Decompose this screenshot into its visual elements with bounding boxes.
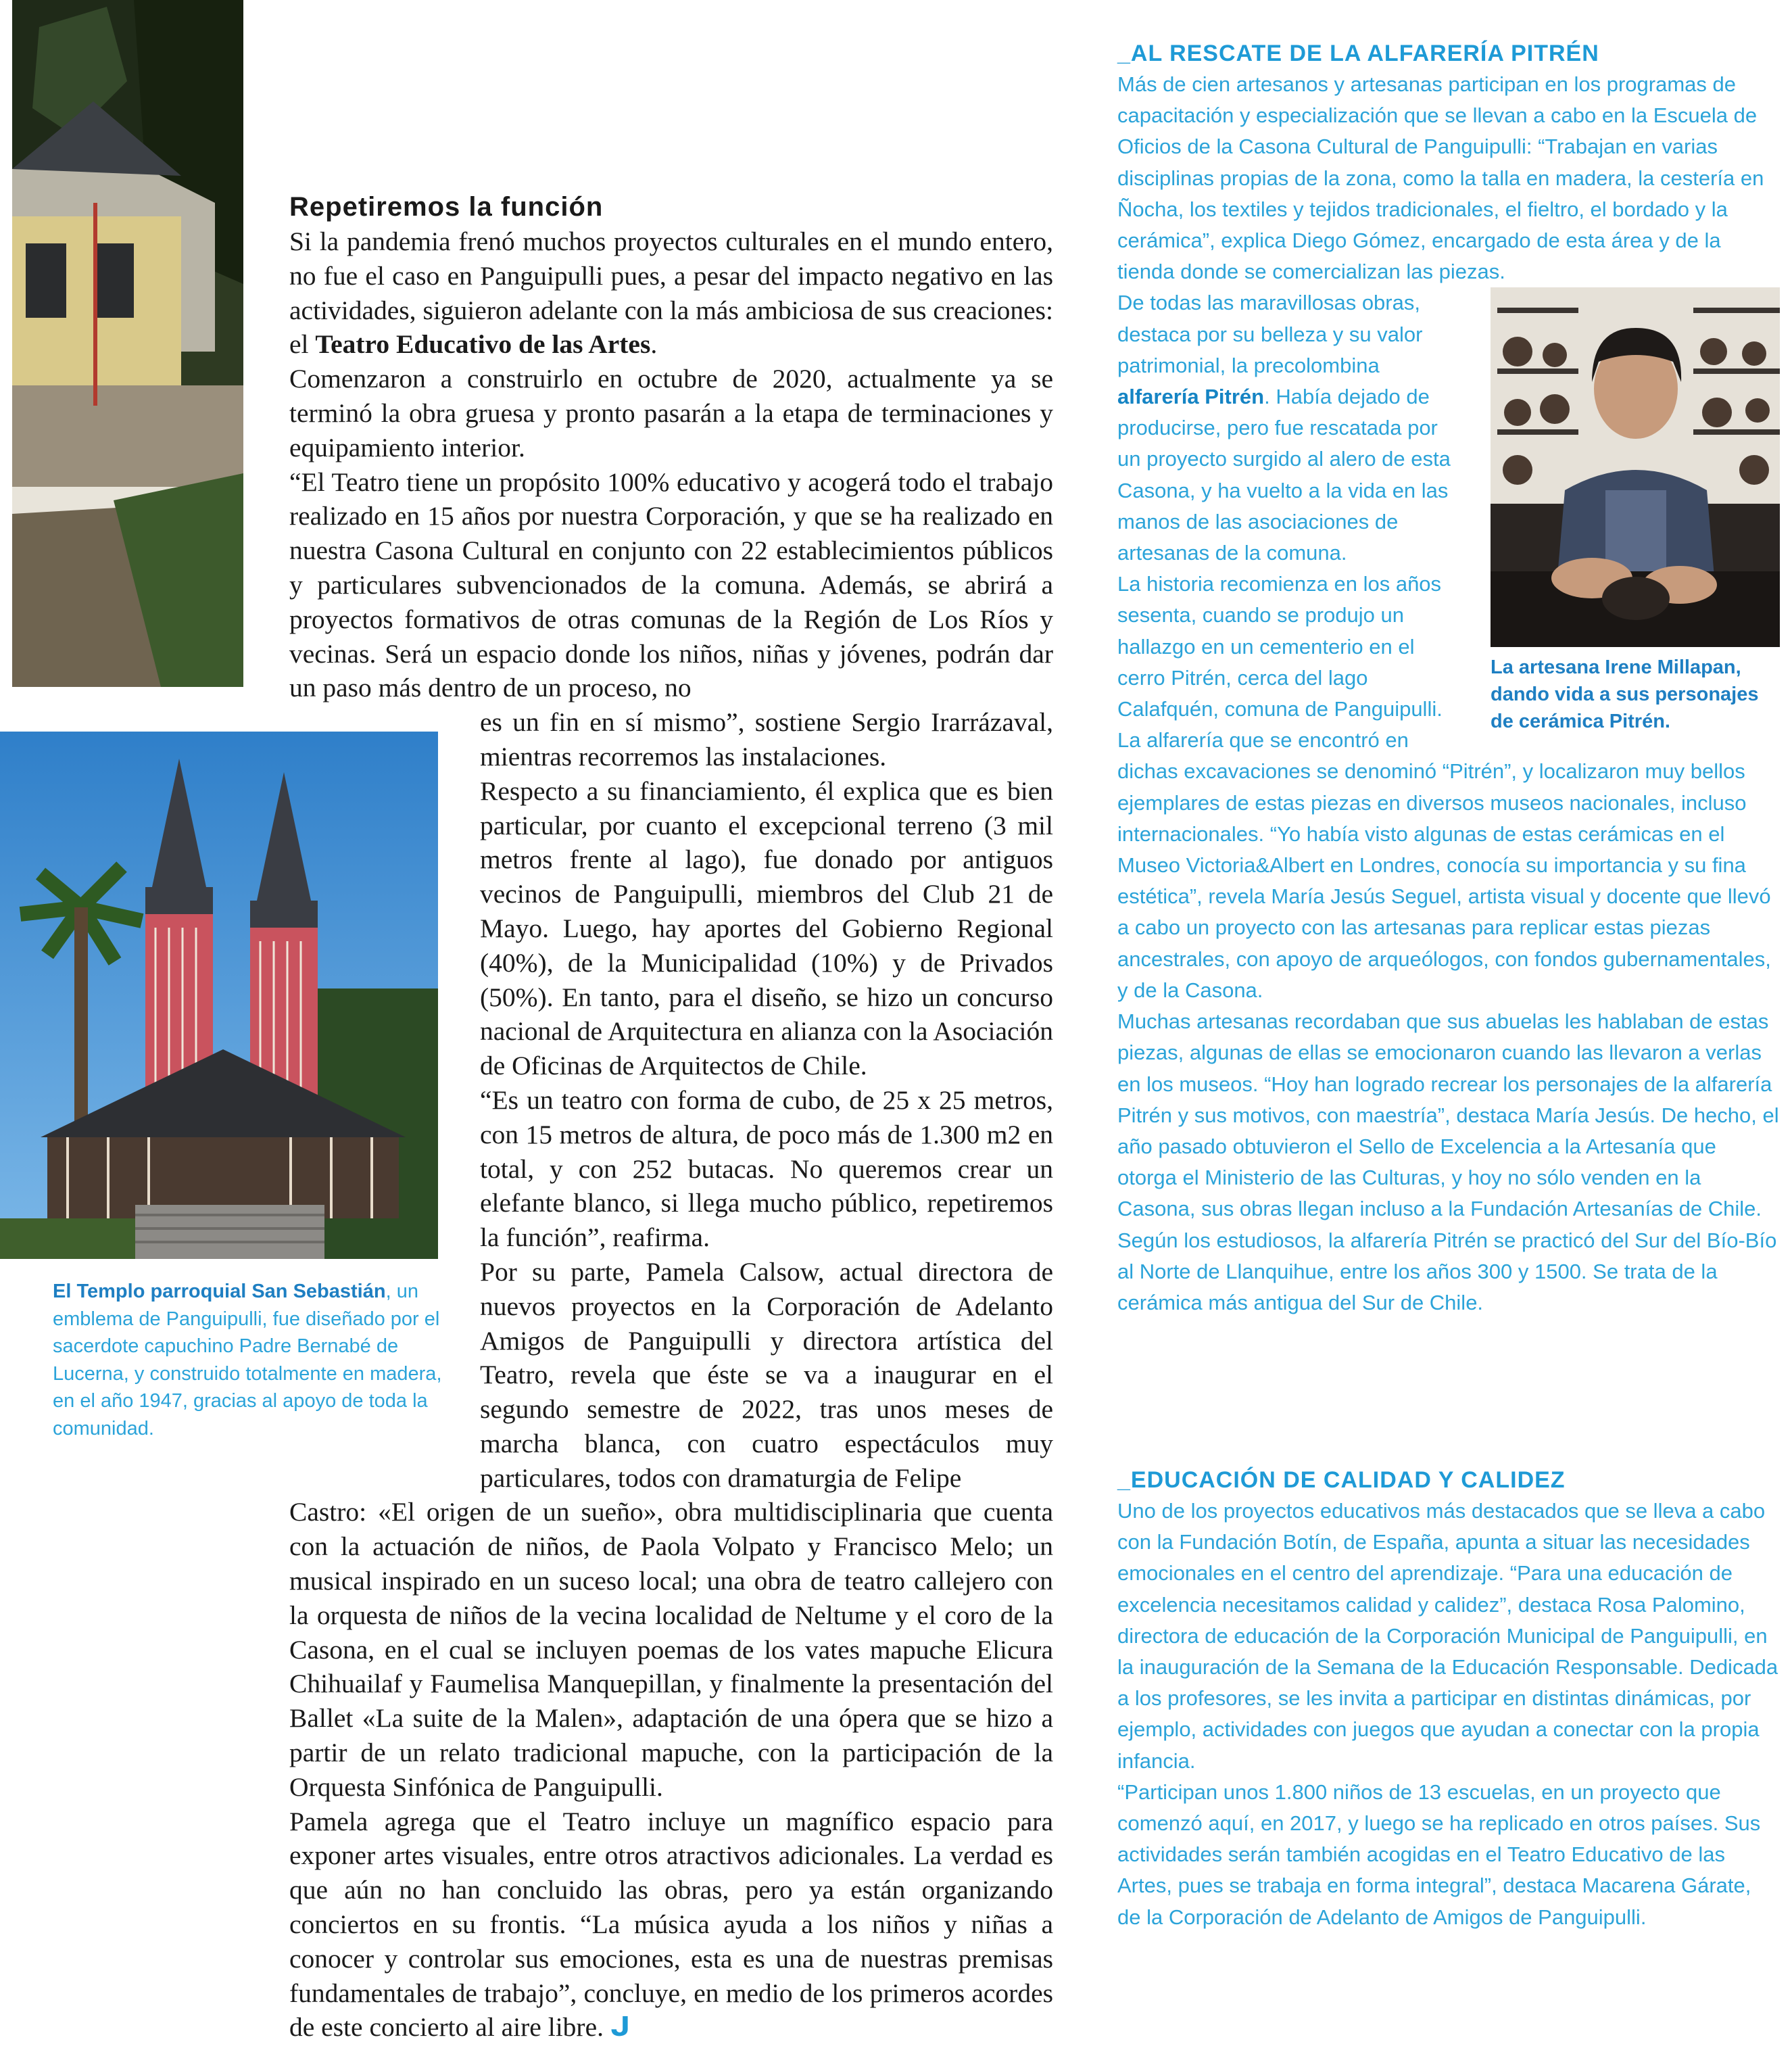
alfareria-p2-bold: alfarería Pitrén — [1117, 385, 1265, 409]
artisan-photo — [1491, 287, 1780, 647]
alfareria-paragraph-3: La historia recomienza en los años sesenta, cuando se produjo un hallazgo en un cementerio en el cerro Pitrén, cerca del lago Calafquén, comuna de Panguipulli. La alfarería que se encontró en dichas excavaciones se denominó “Pitrén”, y localizaron muy bellos ejemplares de estas piezas en diversos museos nacionales, incluso internacionales. “Yo había visto algunas de estas cerámicas en el Museo Victoria&Albert en Londres, conocía su importancia y su fina estética”, revela María Jesús Seguel, artista visual y docente que llevó a cabo un proyecto con las artesanas para replicar estas piezas ancestrales, con apoyo de arqueólogos, con fondos gubernamentales, y de la Casona. — [1117, 572, 1771, 1002]
article-title: Repetiremos la función — [289, 192, 604, 222]
house-photo — [12, 0, 243, 687]
p1-text: Si la pandemia frenó muchos proyectos culturales en el mundo entero, no fue el caso en Panguipulli pues, a pesar del impacto negativo en las actividades, siguieron adelante con la más ambiciosa de sus creaciones: el — [289, 227, 1053, 360]
paragraph-7 — [289, 1805, 1053, 2045]
paragraph-5: “Es un teatro con forma de cubo, de 25 x 25 metros, con 15 metros de altura, de poco más de 1.300 m2 en total, y con 252 butacas. No queremos crear un elefante blanco, si llega mucho público, repetiremos la función”, reafirma. — [480, 1084, 1053, 1253]
artisan-photo-caption: La artesana Irene Millapan, dando vida a sus personajes de cerámica Pitrén. — [1491, 657, 1759, 733]
p1-end: . — [650, 329, 658, 360]
paragraph-2: Comenzaron a construirlo en octubre de 2020, actualmente ya se terminó la obra gruesa y pronto pasarán a la etapa de terminaciones y equipamiento interior. — [289, 364, 1053, 462]
paragraph-3b: es un fin en sí mismo”, sostiene Sergio Irarrázaval, mientras recorremos las instalaciones. — [480, 707, 1053, 771]
paragraph-3a: “El Teatro tiene un propósito 100% educativo y acogerá todo el trabajo realizado en 15 años por nuestra Corporación, y que se ha realizado en nuestra Casona Cultural en conjunto con 22 establecimientos públicos y particulares subvencionados de la comuna. Además, se abrirá a proyectos formativos de otras comunas de la Región de Los Ríos y vecinas. Será un espacio donde los niños, niñas y jóvenes, podrán dar un paso más dentro de un proceso, no — [289, 467, 1053, 703]
main-article — [289, 189, 1053, 2045]
alfareria-title: _AL RESCATE DE LA ALFARERÍA PITRÉN — [1117, 41, 1599, 66]
alfareria-paragraph-5: Según los estudiosos, la alfarería Pitrén se practicó del Sur del Bío-Bío al Norte de Llanquihue, entre los años 300 y 1500. Se trata de la cerámica más antigua del Sur de Chile. — [1117, 1228, 1777, 1314]
educacion-section — [1117, 1464, 1780, 1933]
alfareria-section — [1117, 38, 1780, 1318]
alfareria-paragraph-1: Más de cien artesanos y artesanas participan en los programas de capacitación y especialización que se llevan a cabo en la Escuela de Oficios de la Casona Cultural de Panguipulli: “Trabajan en varias disciplinas propias de la zona, como la talla en madera, la cestería en Ñocha, los textiles y tejidos tradicionales, el fieltro, el bordado y la cerámica”, explica Diego Gómez, encargado de esta área y de la tienda donde se comercializan las piezas. — [1117, 72, 1764, 284]
alfareria-p2-end: . Había dejado de producirse, pero fue rescatada por un proyecto surgido al alero de esta Casona, y ha vuelto a la vida en las manos de las asociaciones de artesanas de la comuna. — [1117, 385, 1451, 565]
educacion-paragraph-2: “Participan unos 1.800 niños de 13 escuelas, en un proyecto que comenzó aquí, en 2017, y luego se ha replicado en otros países. Sus actividades serán también acogidas en el Teatro Educativo de las Artes, pues se trabaja en forma integral”, destaca Macarena Gárate, de la Corporación de Adelanto de Amigos de Panguipulli. — [1117, 1780, 1761, 1929]
educacion-paragraph-1: Uno de los proyectos educativos más destacados que se lleva a cabo con la Fundación Botín, de España, apunta a situar las necesidades emocionales en el centro del aprendizaje. “Para una educación de excelencia necesitamos calidad y calidez”, destaca Rosa Palomino, directora de educación de la Corporación Municipal de Panguipulli, en la inauguración de la Semana de la Educación Responsable. Dedicada a los profesores, se les invita a participar en distintas dinámicas, por ejemplo, actividades con juegos que ayudan a conectar con la propia infancia. — [1117, 1499, 1778, 1773]
alfareria-p2-text: De todas las maravillosas obras, destaca por su belleza y su valor patrimonial, la precolombina — [1117, 291, 1423, 377]
paragraph-6b: Castro: «El origen de un sueño», obra multidisciplinaria que cuenta con la actuación de niños, de Paola Volpato y Francisco Melo; un musical inspirado en un suceso local; una obra de teatro callejero con la orquesta de niños de la vecina localidad de Neltume y el coro de la Casona, en el cual se incluyen poemas de los vates mapuche Elicura Chihuailaf y Faumelisa Manquepillan, y finalmente la presentación del Ballet «La suite de la Malen», adaptación de una ópera que se hizo a partir de un relato tradicional mapuche, con la participación de la Orquesta Sinfónica de Panguipulli. — [289, 1497, 1053, 1802]
end-mark-icon: ᒍ — [610, 2011, 631, 2043]
paragraph-4: Respecto a su financiamiento, él explica que es bien particular, por cuanto el excepcional terreno (3 mil metros frente al lago), fue donado por antiguos vecinos de Panguipulli, miembros del Club 21 de Mayo. Luego, hay aportes del Gobierno Regional (40%), de la Municipalidad (10%) y de Privados (50%). En tanto, para el diseño, se hizo un concurso nacional de Arquitectura en alianza con la Asociación de Oficinas de Arquitectos de Chile. — [480, 776, 1053, 1081]
church-caption-bold: El Templo parroquial San Sebastián — [53, 1281, 386, 1302]
p7-text: Pamela agrega que el Teatro incluye un magnífico espacio para exponer artes visuales, entre otros atractivos adicionales. La verdad es que aún no han concluido las obras, pero ya están organizando conciertos en su frontis. “La música ayuda a los niños y niñas a conocer y controlar sus emociones, esta es una de nuestras premisas fundamentales de trabajo”, concluye, en medio de los primeros acordes de este concierto al aire libre. — [289, 1806, 1053, 2043]
paragraph-1 — [289, 224, 1053, 362]
church-caption-text: , un emblema de Panguipulli, fue diseñado por el sacerdote capuchino Padre Bernabé de Lucerna, y construido totalmente en madera, en el año 1947, gracias al apoyo de toda la comunidad. — [53, 1281, 442, 1439]
alfareria-paragraph-4: Muchas artesanas recordaban que sus abuelas les hablaban de estas piezas, algunas de ellas se emocionaron cuando las llevaron a verlas en los museos. “Hoy han logrado recrear los personajes de la alfarería Pitrén y sus motivos, con maestría”, destaca María Jesús. De hecho, el año pasado obtuvieron el Sello de Excelencia a la Artesanía que otorga el Ministerio de las Culturas, y hoy no sólo venden en la Casona, sus obras llegan incluso a la Fundación Artesanías de Chile. — [1117, 1009, 1779, 1221]
educacion-title: _EDUCACIÓN DE CALIDAD Y CALIDEZ — [1117, 1467, 1566, 1493]
p1-bold: Teatro Educativo de las Artes — [315, 329, 651, 360]
paragraph-6a: Por su parte, Pamela Calsow, actual directora de nuevos proyectos en la Corporación de Adelanto Amigos de Panguipulli y directora artística del Teatro, revela que éste se va a inaugurar en el segundo semestre de 2022, tras unos meses de marcha blanca, con cuatro espectáculos muy particulares, todos con dramaturgia de Felipe — [480, 1256, 1053, 1493]
